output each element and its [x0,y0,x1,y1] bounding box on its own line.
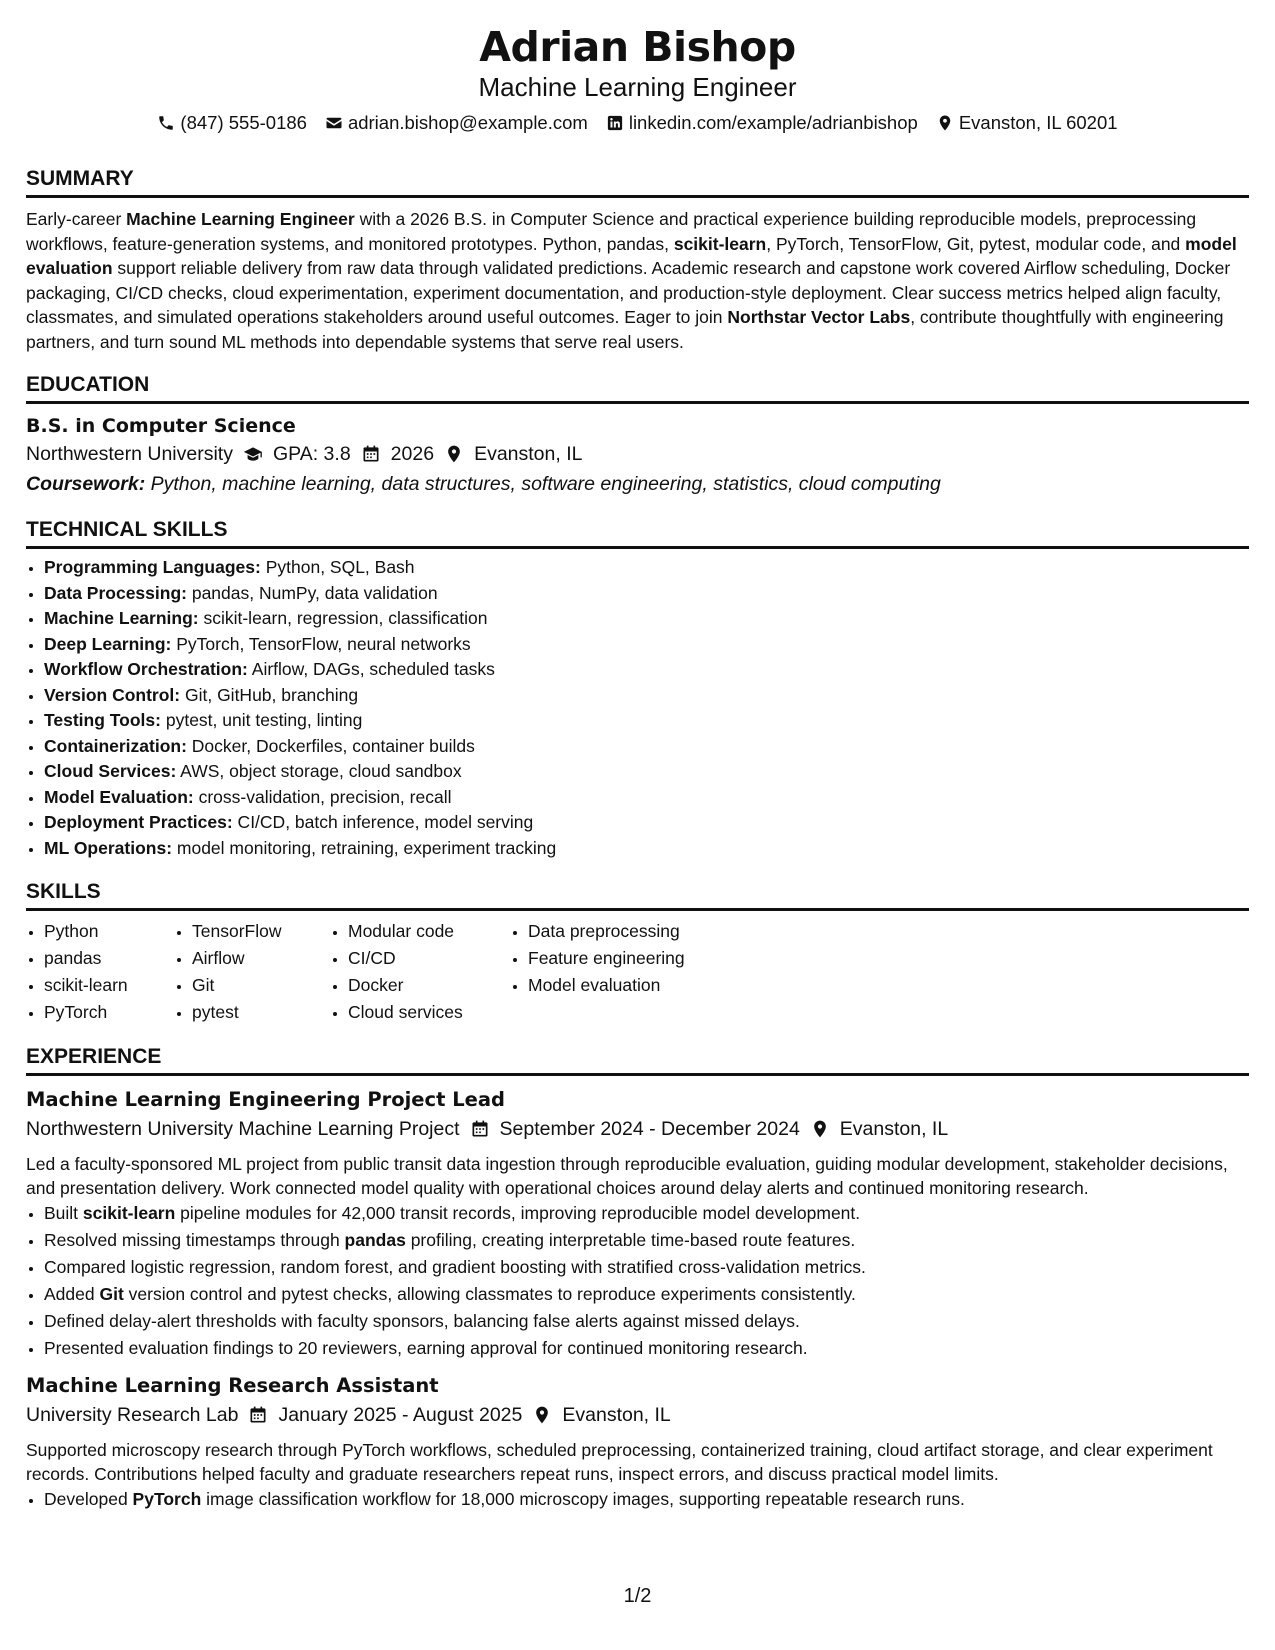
list-item [44,606,1249,632]
list-item [44,555,1249,581]
skill-label: Cloud Services: [44,761,177,781]
skill-label: Deployment Practices: [44,812,233,832]
skill-value: Docker, Dockerfiles, container builds [186,735,475,756]
list-item: • pytest [192,999,330,1026]
list-item [44,836,1249,862]
page-number: 1/2 [623,1585,652,1607]
education-location: Evanston, IL [474,443,583,465]
skill-label: Model Evaluation: [44,786,194,807]
list-item [44,1335,1249,1362]
technical-skills-list [26,555,1249,861]
contact-email[interactable] [325,110,588,136]
candidate-title: Machine Learning Engineer [478,72,797,102]
skill-value: scikit-learn, regression, classification [198,608,488,628]
skill-value: cross-validation, precision, recall [193,786,452,807]
list-item: • Feature engineering [528,945,748,972]
skill-value: pandas, NumPy, data validation [186,582,438,603]
list-item: • Airflow [192,945,330,972]
list-item: • Cloud services [348,999,510,1026]
calendar-icon [248,1405,268,1425]
skills-column [174,918,330,1026]
job-meta [26,1400,1249,1430]
bullet-bold: Git [99,1284,124,1304]
graduation-year: 2026 [390,443,435,465]
job-location: Evanston, IL [562,1404,671,1426]
job-title: Machine Learning Research Assistant [26,1374,439,1397]
skill-label: Version Control: [44,684,181,705]
skill-value: Python, SQL, Bash [260,557,415,577]
contact-row [26,110,1249,136]
map-pin-icon [936,114,954,132]
map-pin-icon [532,1405,552,1425]
summary-part: with a 2026 B.S. in Computer Science and practical experience building reproducible models, preprocessing workflows, feature-generation systems, and monitored prototypes. Python, pandas, [26,209,1197,254]
coursework-label: Coursework: [26,473,146,495]
contact-linkedin[interactable] [606,110,918,136]
job-entry [26,1372,1249,1513]
list-item [44,1227,1249,1254]
gpa-text: GPA: 3.8 [272,443,351,465]
bullet-text: Developed [44,1489,133,1509]
list-item [44,1254,1249,1281]
experience-section [26,1044,1249,1513]
list-item [44,683,1249,709]
list-item: • pandas [44,945,174,972]
job-title: Machine Learning Engineering Project Lead [26,1088,505,1111]
experience-heading: EXPERIENCE [26,1044,1249,1076]
list-item: • PyTorch [44,999,174,1026]
skills-columns [26,918,1249,1026]
map-pin-icon [444,444,464,464]
coursework [26,469,1249,499]
summary-text [26,207,1249,354]
skill-label: Data Processing: [44,582,187,603]
list-item: • scikit-learn [44,972,174,999]
job-dates: September 2024 - December 2024 [499,1118,800,1140]
degree-title: B.S. in Computer Science [26,415,296,437]
job-entry [26,1086,1249,1362]
skill-value: AWS, object storage, cloud sandbox [176,761,462,781]
list-item [44,1486,1249,1513]
list-item: • Docker [348,972,510,999]
job-meta [26,1114,1249,1144]
skills-column [330,918,510,1026]
skills-column [26,918,174,1026]
skill-label: Workflow Orchestration: [44,659,248,679]
summary-part: , contribute thoughtfully with engineering partners, and turn sound ML methods into dependable systems that serve real users. [26,307,1224,352]
list-item: • CI/CD [348,945,510,972]
bullet-text: Built [44,1203,83,1223]
envelope-icon [325,114,343,132]
summary-part: , PyTorch, TensorFlow, Git, pytest, modular code, and [766,233,1186,254]
job-org: University Research Lab [26,1404,239,1426]
list-item [44,708,1249,734]
job-description: Led a faculty-sponsored ML project from public transit data ingestion through reproducible evaluation, guiding modular development, stakeholder decisions, and presentation delivery. Work connected model quality with operational choices around delay alerts and continued monitoring research. [26,1154,1228,1198]
coursework-list: Python, machine learning, data structures, software engineering, statistics, cloud computing [145,473,941,495]
resume-header [26,22,1249,136]
bullet-text: Resolved missing timestamps through [44,1230,345,1250]
job-bullets [26,1486,1249,1513]
list-item: • Python [44,918,174,945]
list-item [44,1200,1249,1227]
summary-part: Early-career [26,209,127,229]
job-description: Supported microscopy research through PyTorch workflows, scheduled preprocessing, containerized training, cloud artifact storage, and clear experiment records. Contributions helped faculty and graduate researchers repeat runs, inspect errors, and discuss practical model limits. [26,1440,1213,1484]
job-org: Northwestern University Machine Learning Project [26,1118,460,1140]
summary-bold: Northstar Vector Labs [727,307,911,327]
list-item: • Model evaluation [528,972,748,999]
list-item [44,810,1249,836]
summary-heading: SUMMARY [26,166,1249,198]
skill-value: PyTorch, TensorFlow, neural networks [171,633,471,654]
contact-location [936,110,1118,136]
bullet-text: pipeline modules for 42,000 transit records, improving reproducible model development. [175,1203,861,1223]
skills-section [26,879,1249,1026]
calendar-icon [470,1119,490,1139]
technical-skills-section [26,517,1249,861]
list-item [44,759,1249,785]
bullet-text: version control and pytest checks, allowing classmates to reproduce experiments consistently. [123,1284,856,1304]
list-item [44,785,1249,811]
skill-label: Programming Languages: [44,557,261,577]
bullet-text: profiling, creating interpretable time-based route features. [405,1230,856,1250]
education-heading: EDUCATION [26,372,1249,404]
education-meta [26,439,1249,469]
list-item [44,632,1249,658]
contact-phone[interactable] [157,110,307,136]
education-section [26,372,1249,499]
skill-value: model monitoring, retraining, experiment tracking [172,837,557,858]
skill-label: Testing Tools: [44,710,161,730]
bullet-bold: scikit-learn [82,1203,176,1223]
linkedin-text: linkedin.com/example/adrianbishop [628,112,918,133]
skill-value: Airflow, DAGs, scheduled tasks [247,659,495,679]
phone-icon [157,114,175,132]
skills-column [510,918,748,1026]
list-item [44,1281,1249,1308]
map-pin-icon [810,1119,830,1139]
email-text: adrian.bishop@example.com [347,112,588,133]
list-item: • Modular code [348,918,510,945]
list-item: • Git [192,972,330,999]
skill-value: CI/CD, batch inference, model serving [232,812,534,832]
skill-value: Git, GitHub, branching [180,684,359,705]
summary-section [26,166,1249,354]
linkedin-icon [606,114,624,132]
location-text: Evanston, IL 60201 [958,112,1118,133]
skill-label: Machine Learning: [44,608,199,628]
school-name: Northwestern University [26,443,233,465]
skill-label: Containerization: [44,735,187,756]
job-dates: January 2025 - August 2025 [278,1404,523,1426]
skill-label: ML Operations: [44,837,173,858]
bullet-text: Compared logistic regression, random forest, and gradient boosting with stratified cross-validation metrics. [44,1257,866,1277]
candidate-name: Adrian Bishop [479,23,796,71]
list-item: • TensorFlow [192,918,330,945]
technical-skills-heading: TECHNICAL SKILLS [26,517,1249,549]
skill-value: pytest, unit testing, linting [160,710,363,730]
summary-bold: model evaluation [26,233,1237,278]
bullet-text: Presented evaluation findings to 20 reviewers, earning approval for continued monitoring research. [44,1338,808,1358]
bullet-bold: pandas [344,1230,406,1250]
bullet-text: Added [44,1284,100,1304]
bullet-bold: PyTorch [132,1489,202,1509]
summary-bold: scikit-learn [673,233,767,254]
summary-part: support reliable delivery from raw data through validated predictions. Academic research and capstone work covered Airflow scheduling, Docker packaging, CI/CD checks, cloud experimentation, experiment documentation, and production-style deployment. Clear success metrics helped align faculty, classmates, and simulated operations stakeholders around useful outcomes. Eager to join [26,258,1231,327]
list-item [44,657,1249,683]
list-item [44,734,1249,760]
skills-heading: SKILLS [26,879,1249,911]
list-item [44,1308,1249,1335]
phone-text: (847) 555-0186 [180,112,307,133]
job-location: Evanston, IL [839,1118,949,1140]
calendar-icon [361,444,381,464]
bullet-text: Defined delay-alert thresholds with faculty sponsors, balancing false alerts against missed delays. [44,1311,800,1331]
job-bullets [26,1200,1249,1362]
bullet-text: image classification workflow for 18,000 microscopy images, supporting repeatable research runs. [201,1489,965,1509]
graduation-cap-icon [243,444,263,464]
list-item [44,581,1249,607]
resume-page [26,22,1249,1513]
list-item: • Data preprocessing [528,918,748,945]
skill-label: Deep Learning: [44,633,172,654]
summary-bold: Machine Learning Engineer [126,209,355,229]
